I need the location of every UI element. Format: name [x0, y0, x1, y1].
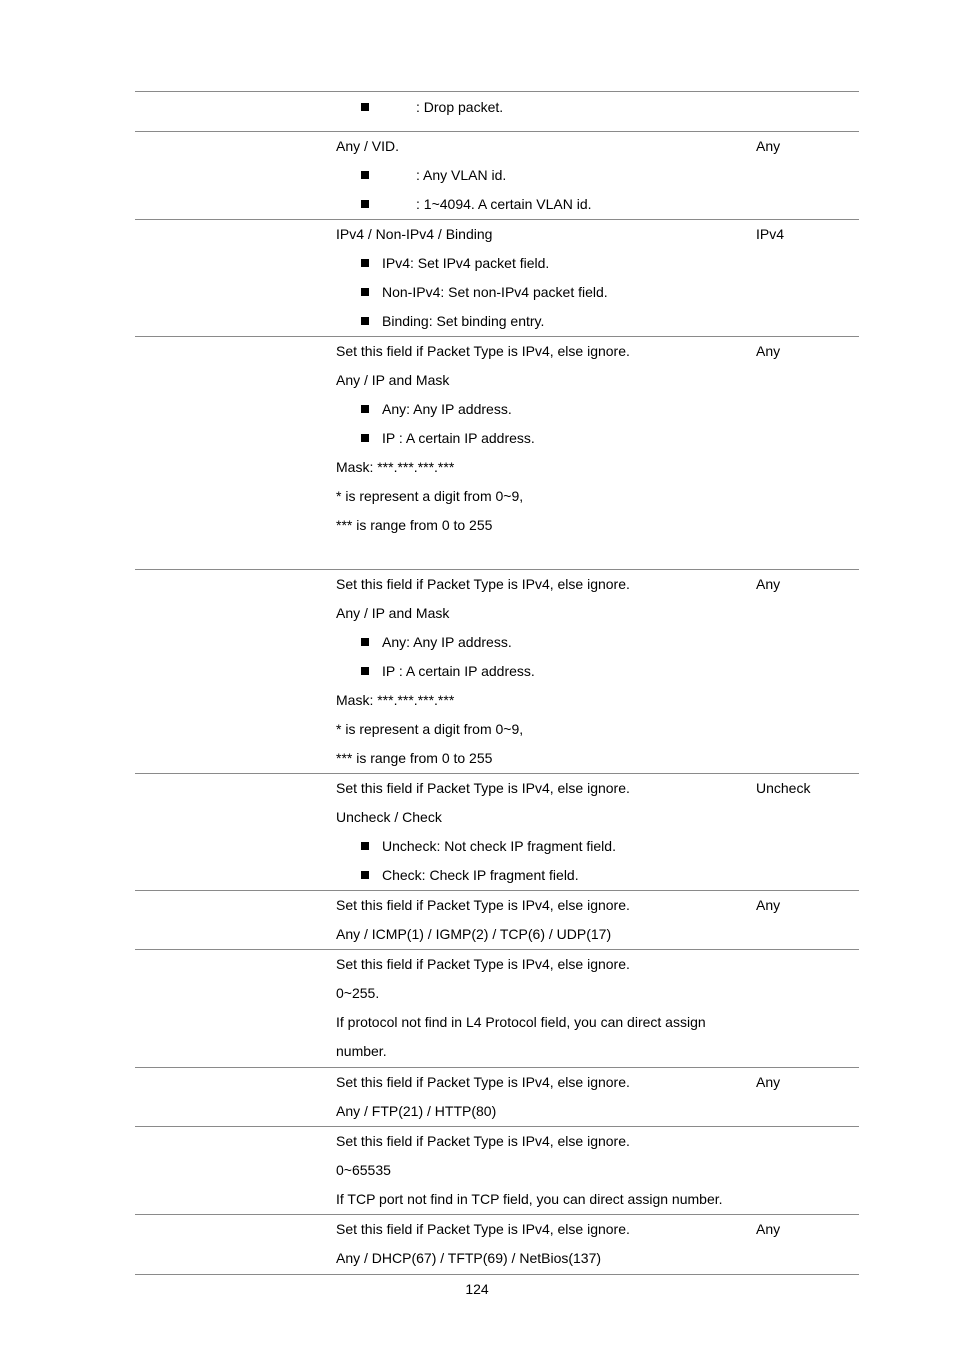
bullet-text: IP : A certain IP address.: [382, 430, 535, 446]
description-line: Set this field if Packet Type is IPv4, else ignore.: [336, 343, 630, 359]
bullet-text: Any: Any IP address.: [382, 401, 512, 417]
table-row: [135, 569, 859, 773]
description-line: Set this field if Packet Type is IPv4, else ignore.: [336, 780, 630, 796]
bullet-text: : 1~4094. A certain VLAN id.: [416, 196, 592, 212]
default-value: Any: [756, 138, 781, 154]
table-row: [135, 1214, 859, 1275]
table-row: [135, 1067, 859, 1126]
bullet-item: [336, 428, 535, 448]
description-line: Mask: ***.***.***.***: [336, 459, 455, 475]
description-line: Any / ICMP(1) / IGMP(2) / TCP(6) / UDP(17): [336, 926, 612, 942]
table-row: [135, 1126, 859, 1214]
table-row: [135, 773, 859, 890]
description-line: * is represent a digit from 0~9,: [336, 488, 524, 504]
bullet-text: Check: Check IP fragment field.: [382, 867, 579, 883]
bullet-text: Non-IPv4: Set non-IPv4 packet field.: [382, 284, 608, 300]
table-row: [135, 949, 859, 1067]
bullet-item: [336, 836, 616, 856]
description-line: Set this field if Packet Type is IPv4, else ignore.: [336, 1221, 630, 1237]
table-row: [135, 336, 859, 569]
description-line: * is represent a digit from 0~9,: [336, 721, 524, 737]
table-row: [135, 131, 859, 219]
description-line: Uncheck / Check: [336, 809, 442, 825]
description-line: Set this field if Packet Type is IPv4, else ignore.: [336, 1074, 630, 1090]
description-line: Any / FTP(21) / HTTP(80): [336, 1103, 497, 1119]
description-line: Any / VID.: [336, 138, 400, 154]
description-line: 0~255.: [336, 985, 380, 1001]
table-row: [135, 890, 859, 949]
description-line: Set this field if Packet Type is IPv4, else ignore.: [336, 576, 630, 592]
default-value: Any: [756, 576, 781, 592]
bullet-item: [336, 165, 506, 185]
bullet-item: [336, 282, 608, 302]
description-line: 0~65535: [336, 1162, 391, 1178]
bullet-item: [336, 311, 544, 331]
description-line: If TCP port not find in TCP field, you can direct assign number.: [336, 1191, 723, 1207]
default-value: Any: [756, 1221, 781, 1237]
table-row: [135, 219, 859, 336]
bullet-text: IPv4: Set IPv4 packet field.: [382, 255, 550, 271]
description-line: Set this field if Packet Type is IPv4, else ignore.: [336, 1133, 630, 1149]
default-value: Any: [756, 343, 781, 359]
bullet-text: Uncheck: Not check IP fragment field.: [382, 838, 616, 854]
bullet-item: [336, 97, 503, 117]
bullet-text: IP : A certain IP address.: [382, 663, 535, 679]
description-line: Any / DHCP(67) / TFTP(69) / NetBios(137): [336, 1250, 602, 1266]
description-line: Set this field if Packet Type is IPv4, else ignore.: [336, 897, 630, 913]
description-line: If protocol not find in L4 Protocol field, you can direct assign: [336, 1014, 706, 1030]
bullet-item: [336, 632, 512, 652]
bullet-item: [336, 194, 592, 214]
description-line: *** is range from 0 to 255: [336, 517, 493, 533]
description-line: IPv4 / Non-IPv4 / Binding: [336, 226, 493, 242]
table-row: [135, 91, 859, 131]
bullet-item: [336, 253, 549, 273]
default-value: IPv4: [756, 226, 785, 242]
parameter-table: [135, 91, 859, 1275]
default-value: Any: [756, 897, 781, 913]
description-line: Set this field if Packet Type is IPv4, else ignore.: [336, 956, 630, 972]
page-number: 124: [465, 1281, 489, 1297]
bullet-text: : Drop packet.: [416, 99, 504, 115]
default-value: Any: [756, 1074, 781, 1090]
bullet-text: Binding: Set binding entry.: [382, 313, 545, 329]
description-line: number.: [336, 1043, 387, 1059]
description-line: Mask: ***.***.***.***: [336, 692, 455, 708]
bullet-text: : Any VLAN id.: [416, 167, 507, 183]
description-line: Any / IP and Mask: [336, 372, 450, 388]
bullet-item: [336, 865, 579, 885]
description-line: Any / IP and Mask: [336, 605, 450, 621]
description-line: *** is range from 0 to 255: [336, 750, 493, 766]
bullet-item: [336, 399, 512, 419]
bullet-item: [336, 661, 535, 681]
bullet-text: Any: Any IP address.: [382, 634, 512, 650]
default-value: Uncheck: [756, 780, 811, 796]
